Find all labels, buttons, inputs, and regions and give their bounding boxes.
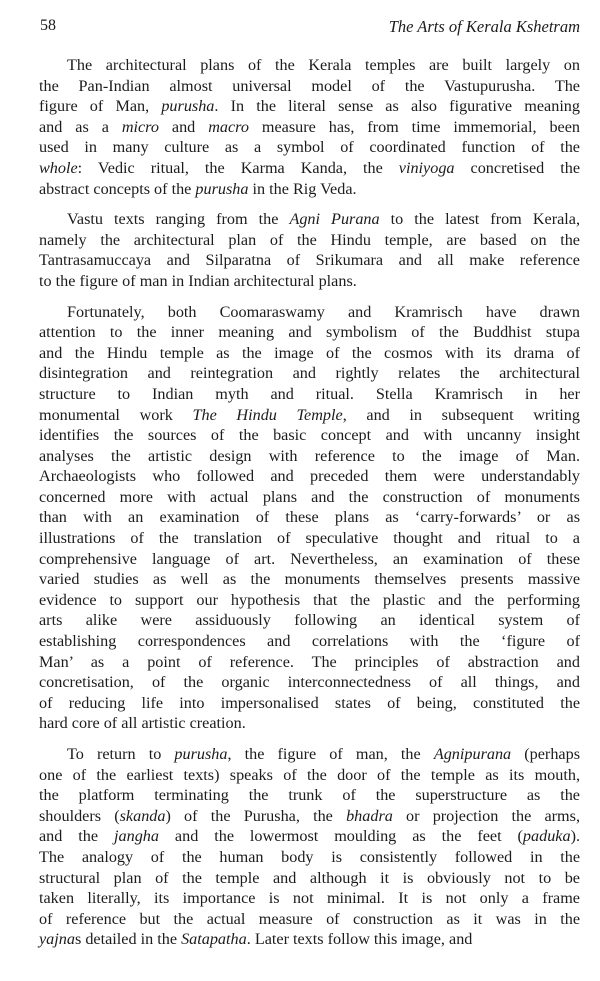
text-run: and the xyxy=(39,827,115,846)
text-line xyxy=(39,55,580,76)
text-line xyxy=(39,384,580,405)
text-line xyxy=(39,302,580,323)
text-run: The architectural plans of the Kerala temples are built largely on xyxy=(67,56,580,74)
text-line xyxy=(39,363,580,384)
text-line xyxy=(39,76,580,97)
text-line xyxy=(39,507,580,528)
text-line xyxy=(39,549,580,570)
text-run: s detailed in the xyxy=(74,930,182,949)
text-run: Archaeologists who followed and preceded them were understandably xyxy=(39,467,580,486)
text-run: and the lowermost moulding as the feet ( xyxy=(158,827,523,846)
text-run: taken literally, its importance is not minimal. It is not only a frame xyxy=(39,889,580,908)
text-line xyxy=(39,96,580,117)
italic-term: micro xyxy=(121,117,159,136)
text-run: concerned more with actual plans and the construction of monuments xyxy=(39,487,580,506)
text-run: disintegration and reintegration and rightly relates the architectural xyxy=(39,364,580,383)
text-run: monumental work xyxy=(39,405,193,424)
text-line xyxy=(39,117,580,138)
text-line xyxy=(39,672,580,693)
text-run: and xyxy=(158,117,209,136)
italic-term: Satapatha xyxy=(181,930,247,949)
text-line xyxy=(39,466,580,487)
italic-term: Agni Purana xyxy=(289,210,380,229)
text-line xyxy=(39,929,580,950)
text-line xyxy=(39,652,580,673)
running-title: The Arts of Kerala Kshetram xyxy=(388,17,580,36)
text-line xyxy=(39,250,580,271)
text-run: evidence to support our hypothesis that the plastic and the performing xyxy=(39,590,580,609)
text-run: hard core of all artistic creation. xyxy=(39,714,246,733)
text-run: Tantrasamuccaya and Silparatna of Srikumara and all make reference xyxy=(39,251,580,270)
text-run: used in many culture as a symbol of coordinated function of the xyxy=(39,138,580,157)
text-line xyxy=(39,446,580,467)
text-run: identifies the sources of the basic concept and with uncanny insight xyxy=(39,426,580,445)
text-line xyxy=(39,806,580,827)
text-line xyxy=(39,888,580,909)
text-run: structural plan of the temple and although it is obviously not to be xyxy=(39,868,580,887)
text-line xyxy=(39,610,580,631)
text-line xyxy=(39,230,580,251)
text-run: abstract concepts of the xyxy=(39,179,196,198)
text-run: Vastu texts ranging from the xyxy=(67,210,290,229)
italic-term: paduka xyxy=(522,827,571,846)
text-run: and as a xyxy=(39,117,122,136)
text-line xyxy=(39,765,580,786)
text-run: the platform terminating the trunk of the superstructure as the xyxy=(39,786,580,805)
text-run: concretisation, of the organic interconnectedness of all things, and xyxy=(39,673,580,692)
text-run: To return to xyxy=(67,745,175,763)
text-line xyxy=(39,569,580,590)
text-run: , and in subsequent writing xyxy=(342,405,580,424)
text-run: shoulders ( xyxy=(39,806,120,825)
text-run: arts alike were assiduously following an identical system of xyxy=(39,611,580,630)
text-run: attention to the inner meaning and symbolism of the Buddhist stupa xyxy=(39,323,580,342)
italic-term: viniyoga xyxy=(398,158,455,177)
italic-term: skanda xyxy=(119,806,166,825)
text-run: Fortunately, both Coomaraswamy and Kramrisch have drawn xyxy=(67,302,580,321)
text-run: or projection the arms, xyxy=(392,806,580,825)
text-run: . In the literal sense as also figurative meaning xyxy=(214,97,580,116)
text-line xyxy=(39,868,580,889)
text-line xyxy=(39,487,580,508)
text-line xyxy=(39,785,580,806)
text-run: varied studies as well as the monuments themselves presents massive xyxy=(39,570,580,589)
text-line xyxy=(39,405,580,426)
text-line xyxy=(39,826,580,847)
text-run: to the figure of man in Indian architectural plans. xyxy=(39,271,357,290)
text-run: than with an examination of these plans as ‘carry-forwards’ or as xyxy=(39,508,580,527)
text-line xyxy=(39,137,580,158)
text-run: Man’ as a point of reference. The principles of abstraction and xyxy=(39,652,580,671)
text-run: the Pan-Indian almost universal model of the Vastupurusha. The xyxy=(39,76,580,95)
text-line xyxy=(39,271,580,292)
italic-term: whole xyxy=(39,158,78,177)
text-run: to the latest from Kerala, xyxy=(379,210,580,229)
text-run: ). xyxy=(570,827,580,846)
text-run: , the figure of man, the xyxy=(227,745,434,763)
text-line xyxy=(39,744,580,765)
text-run: illustrations of the translation of speculative thought and ritual to a xyxy=(39,529,580,548)
text-run: of reference but the actual measure of construction as it was in the xyxy=(39,909,580,928)
text-run: measure has, from time immemorial, been xyxy=(248,117,581,136)
text-run: in the Rig Veda. xyxy=(248,179,357,198)
text-run: and the Hindu temple as the image of the cosmos with its drama of xyxy=(39,343,580,362)
text-line xyxy=(39,425,580,446)
text-run: one of the earliest texts) speaks of the door of the temple as its mouth, xyxy=(39,765,580,784)
text-line xyxy=(39,209,580,230)
italic-term: jangha xyxy=(114,827,159,846)
italic-term: The Hindu Temple xyxy=(192,405,343,424)
text-run: establishing correspondences and correlations with the ‘figure of xyxy=(39,632,580,651)
italic-term: Agnipurana xyxy=(433,745,512,763)
text-run: : Vedic ritual, the Karma Kanda, the xyxy=(77,158,399,177)
italic-term: macro xyxy=(208,117,249,136)
page-header xyxy=(40,17,580,37)
text-line xyxy=(39,590,580,611)
text-run: namely the architectural plan of the Hindu temple, are based on the xyxy=(39,230,580,249)
paragraph xyxy=(39,209,580,291)
text-run: of reducing life into impersonalised states of being, constituted the xyxy=(39,693,580,712)
italic-term: yajna xyxy=(39,930,75,949)
text-line xyxy=(39,528,580,549)
italic-term: purusha xyxy=(195,179,249,198)
text-run: structure to Indian myth and ritual. Stella Kramrisch in her xyxy=(39,384,580,403)
paragraph xyxy=(39,302,580,734)
text-run: concretised the xyxy=(454,158,580,177)
text-run: analyses the artistic design with reference to the image of Man. xyxy=(39,446,580,465)
text-run: (perhaps xyxy=(511,745,580,763)
text-line xyxy=(39,631,580,652)
text-line xyxy=(39,713,580,734)
text-line xyxy=(39,158,580,179)
italic-term: purusha xyxy=(174,745,228,763)
text-run: ) of the Purusha, the xyxy=(165,806,347,825)
text-run: comprehensive language of art. Nevertheless, an examination of these xyxy=(39,549,580,568)
paragraph xyxy=(39,744,580,950)
text-run: The analogy of the human body is consistently followed in the xyxy=(39,847,580,866)
text-line xyxy=(39,847,580,868)
text-line xyxy=(39,909,580,930)
paragraph xyxy=(39,55,580,199)
italic-term: purusha xyxy=(161,97,215,116)
text-run: figure of Man, xyxy=(39,97,162,116)
page-number: 58 xyxy=(40,17,56,34)
body-text xyxy=(39,55,580,960)
text-line xyxy=(39,179,580,200)
text-line xyxy=(39,322,580,343)
italic-term: bhadra xyxy=(346,806,393,825)
text-run: . Later texts follow this image, and xyxy=(246,930,473,949)
text-line xyxy=(39,343,580,364)
text-line xyxy=(39,693,580,714)
